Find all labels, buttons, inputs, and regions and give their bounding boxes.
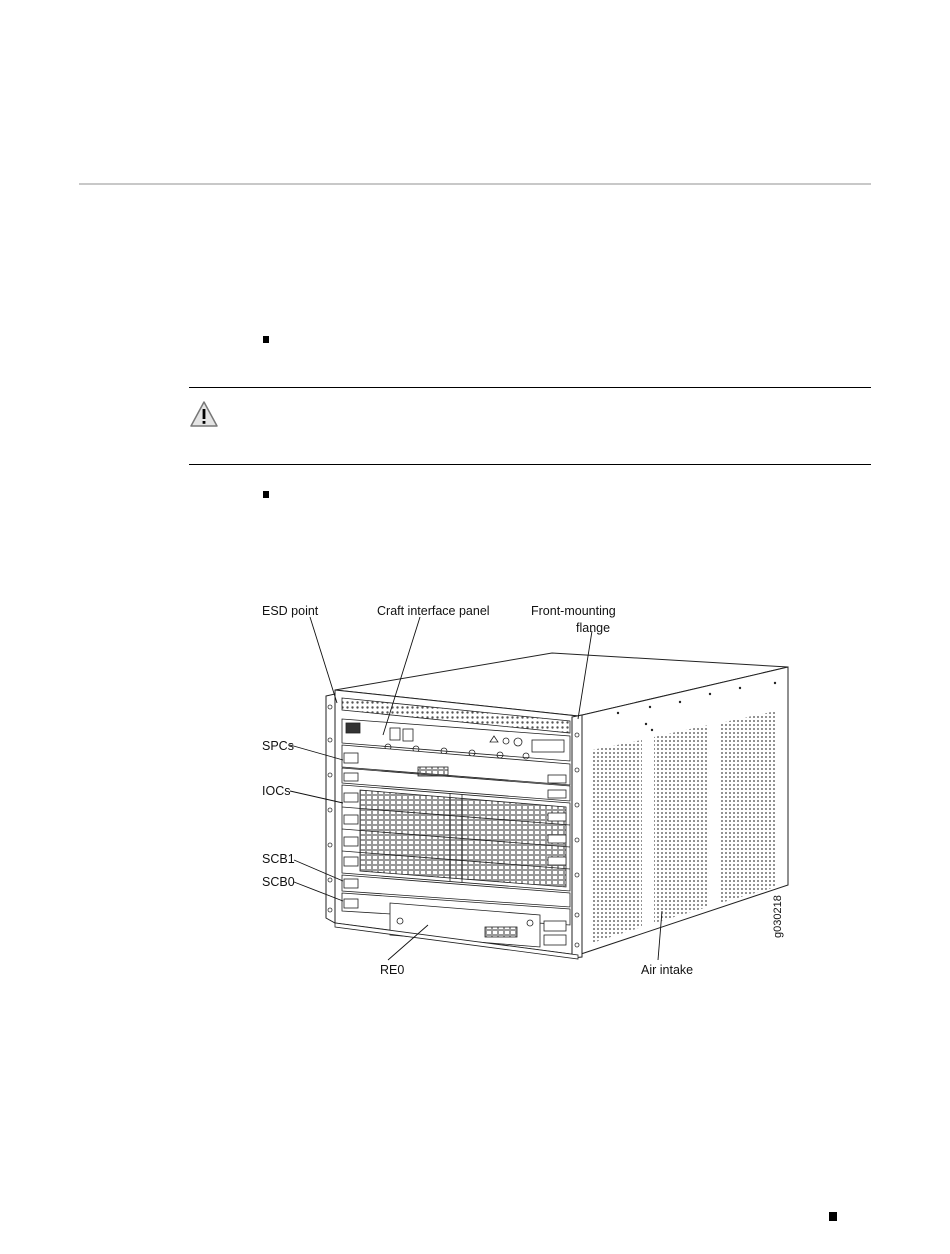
callout-iocs: IOCs bbox=[262, 784, 291, 798]
caution-triangle-icon bbox=[189, 400, 219, 428]
list-bullet bbox=[263, 336, 269, 343]
chassis-figure bbox=[240, 595, 800, 985]
callout-scb1: SCB1 bbox=[262, 852, 295, 866]
caution-top-rule bbox=[189, 387, 871, 388]
callout-craft-interface-panel: Craft interface panel bbox=[377, 604, 490, 618]
page-end-marker bbox=[829, 1212, 837, 1221]
callout-spcs: SPCs bbox=[262, 739, 294, 753]
callout-esd-point: ESD point bbox=[262, 604, 319, 618]
callout-front-mounting: Front-mounting bbox=[531, 604, 616, 618]
list-bullet bbox=[263, 491, 269, 498]
ioc-slots bbox=[342, 785, 570, 891]
callout-flange: flange bbox=[576, 621, 611, 635]
callout-air-intake: Air intake bbox=[641, 963, 694, 977]
callout-scb0: SCB0 bbox=[262, 875, 295, 889]
air-intake-vents bbox=[592, 711, 776, 943]
caution-bottom-rule bbox=[189, 464, 871, 465]
header-rule bbox=[79, 183, 871, 185]
callout-re0: RE0 bbox=[380, 963, 405, 977]
figure-id: g030218 bbox=[772, 895, 784, 938]
